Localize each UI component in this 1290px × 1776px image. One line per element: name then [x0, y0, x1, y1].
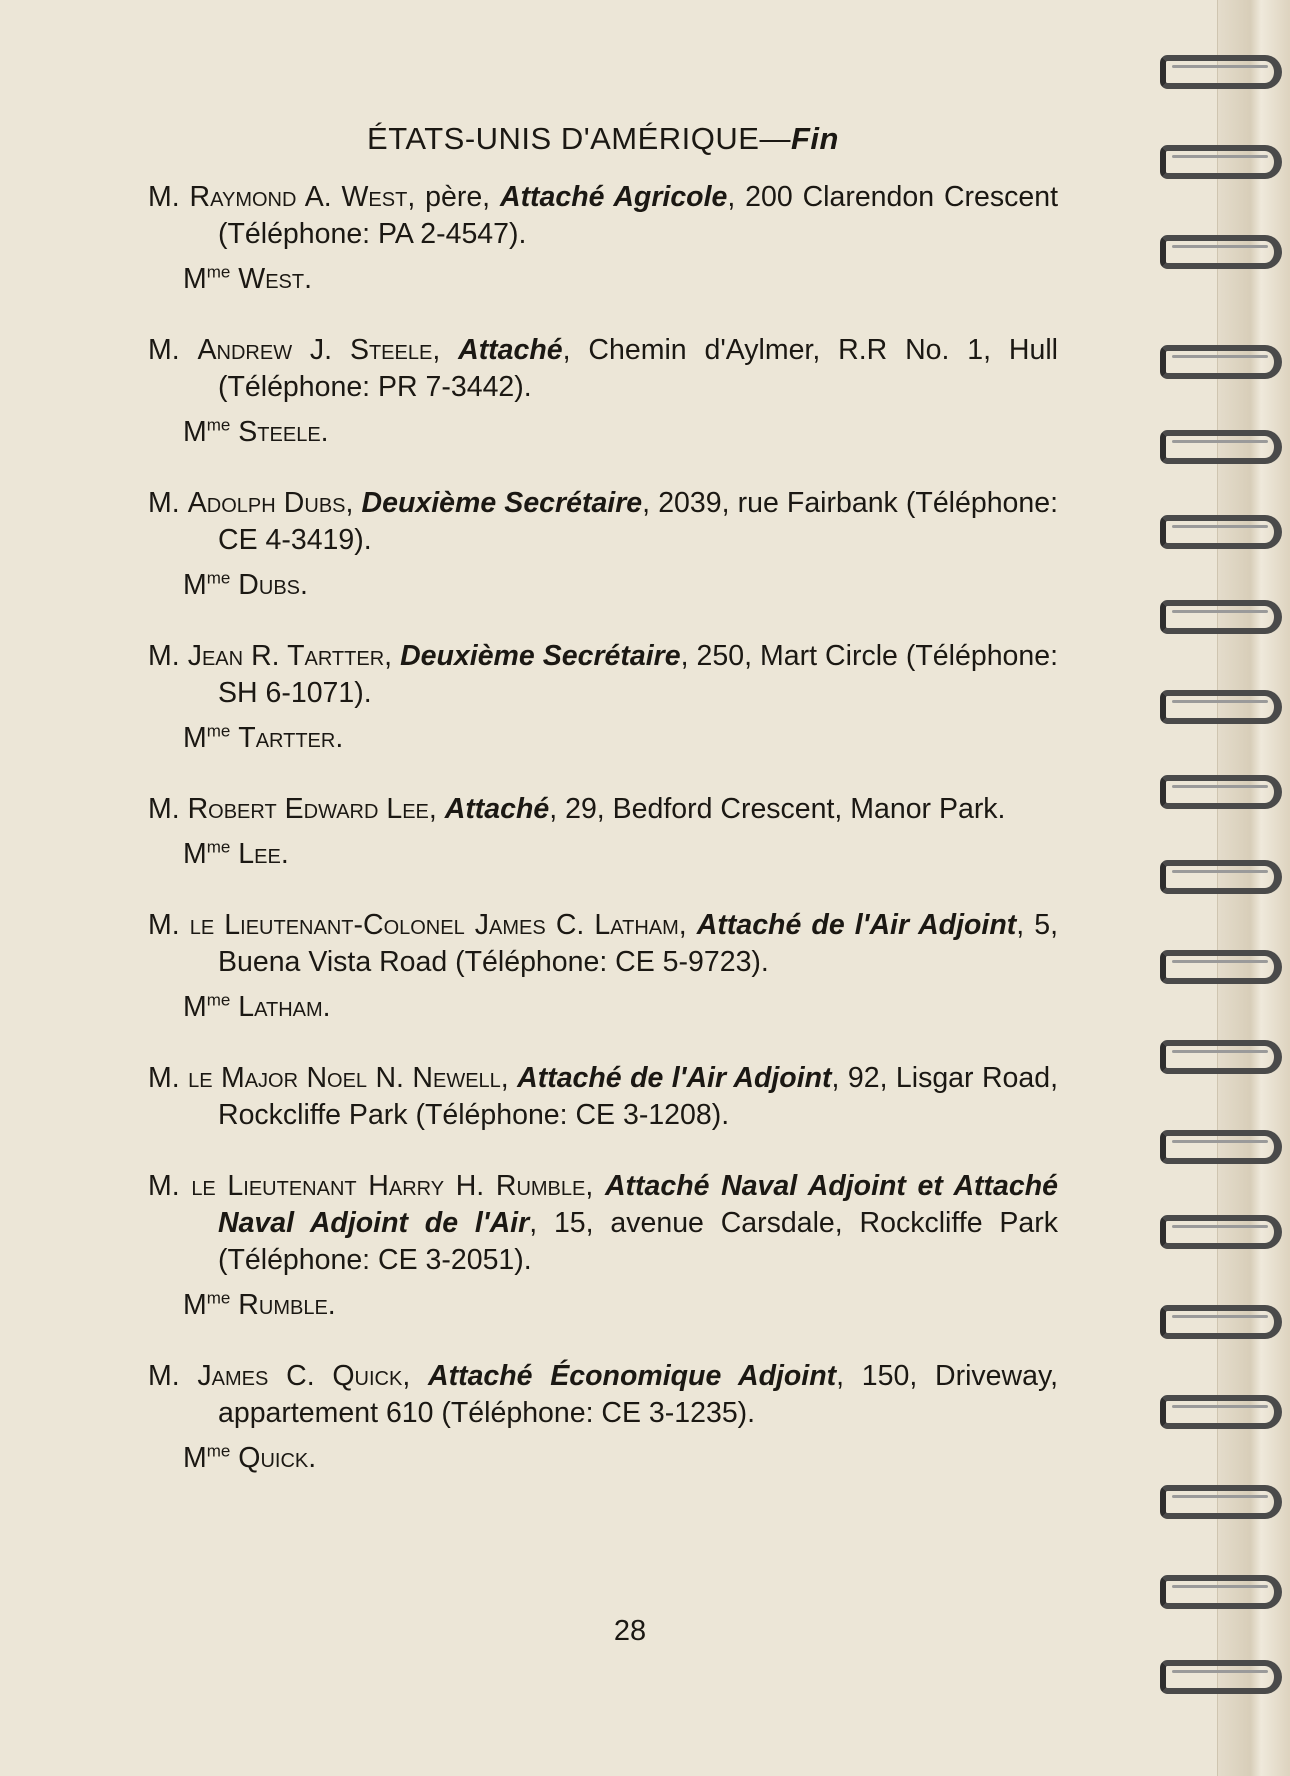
person-address: , 15, avenue Carsdale, Rockcliffe Park (Téléphone: CE 3-2051).: [218, 1207, 1058, 1276]
entry-connector: ,: [428, 793, 445, 825]
spouse-line: [148, 261, 1058, 298]
binding-ring: [1160, 1575, 1282, 1609]
binding-ring: [1160, 55, 1282, 89]
spouse-title: M: [183, 416, 207, 448]
spouse-line: [148, 989, 1058, 1026]
spouse-name: Latham.: [238, 991, 331, 1023]
binding-ring: [1160, 860, 1282, 894]
entry-connector: ,: [500, 1062, 518, 1094]
spouse-name: Quick.: [238, 1442, 317, 1474]
entry-main-text: [148, 485, 1058, 559]
entry-connector: ,: [585, 1170, 605, 1202]
entry-main-text: [148, 638, 1058, 712]
spouse-line: [148, 720, 1058, 757]
entry-prefix: M.: [148, 487, 188, 519]
person-address: , Chemin d'Aylmer, R.R No. 1, Hull (Téléphone: PR 7-3442).: [218, 334, 1058, 403]
spouse-title-superscript: me: [206, 1441, 231, 1461]
person-address: , 250, Mart Circle (Téléphone: SH 6-1071).: [218, 640, 1059, 709]
person-role: Deuxième Secrétaire: [400, 640, 681, 672]
list-item: [148, 907, 1058, 1026]
person-name: Raymond A. West: [189, 181, 408, 213]
person-role: Attaché de l'Air Adjoint: [696, 909, 1017, 941]
entry-prefix: M.: [148, 793, 188, 825]
entry-prefix: M.: [148, 1360, 198, 1392]
list-item: [148, 485, 1058, 604]
spiral-binding: [1217, 0, 1290, 1776]
person-name: Andrew J. Steele: [197, 334, 433, 366]
binding-ring: [1160, 775, 1282, 809]
spouse-title: M: [183, 263, 207, 295]
entry-prefix: M.: [148, 334, 198, 366]
list-item: [148, 179, 1058, 298]
spouse-title: M: [183, 991, 207, 1023]
person-address: , 5, Buena Vista Road (Téléphone: CE 5-9723).: [218, 909, 1058, 978]
binding-ring: [1160, 1305, 1282, 1339]
spouse-title: M: [183, 1442, 207, 1474]
person-role: Deuxième Secrétaire: [361, 487, 643, 519]
binding-ring: [1160, 1660, 1282, 1694]
spouse-line: [148, 567, 1058, 604]
binding-ring: [1160, 1040, 1282, 1074]
entry-prefix: M.: [148, 640, 188, 672]
person-address: , 92, Lisgar Road, Rockcliffe Park (Téléphone: CE 3-1208).: [218, 1062, 1058, 1131]
spouse-title-superscript: me: [206, 568, 231, 588]
binding-ring: [1160, 1485, 1282, 1519]
person-address: , 29, Bedford Crescent, Manor Park.: [549, 793, 1006, 825]
binding-ring: [1160, 1215, 1282, 1249]
entry-main-text: [148, 179, 1058, 253]
title-main: ÉTATS-UNIS D'AMÉRIQUE—: [367, 121, 791, 156]
person-role: Attaché: [458, 334, 563, 366]
spouse-name: Lee.: [238, 838, 289, 870]
binding-ring: [1160, 345, 1282, 379]
binding-ring: [1160, 145, 1282, 179]
entry-main-text: [148, 791, 1058, 828]
entry-main-text: [148, 1358, 1058, 1432]
person-name: Adolph Dubs: [187, 487, 346, 519]
entry-connector: ,: [402, 1360, 428, 1392]
list-item: [148, 1358, 1058, 1477]
spouse-name: West.: [238, 263, 313, 295]
entry-prefix: M.: [148, 909, 190, 941]
entry-list: [148, 179, 1058, 1477]
person-address: , 2039, rue Fairbank (Téléphone: CE 4-3419).: [218, 487, 1059, 556]
list-item: [148, 332, 1058, 451]
spouse-name: Rumble.: [238, 1289, 336, 1321]
spouse-title-superscript: me: [206, 837, 231, 857]
person-name: le Major Noel N. Newell: [188, 1062, 501, 1094]
list-item: [148, 1168, 1058, 1324]
person-address: , 200 Clarendon Crescent (Téléphone: PA 2-4547).: [218, 181, 1059, 250]
person-role: Attaché de l'Air Adjoint: [517, 1062, 832, 1094]
spouse-title-superscript: me: [206, 1288, 231, 1308]
person-name: le Lieutenant Harry H. Rumble: [191, 1170, 586, 1202]
person-role: Attaché Économique Adjoint: [428, 1360, 837, 1392]
title-suffix: Fin: [790, 121, 839, 156]
spouse-title: M: [183, 569, 207, 601]
spouse-title-superscript: me: [206, 415, 231, 435]
binding-ring: [1160, 950, 1282, 984]
spouse-title: M: [183, 1289, 207, 1321]
person-name: Robert Edward Lee: [187, 793, 429, 825]
page-title: [148, 120, 1058, 157]
binding-ring: [1160, 515, 1282, 549]
entry-main-text: [148, 907, 1058, 981]
person-role: Attaché Agricole: [499, 181, 728, 213]
entry-prefix: M.: [148, 181, 190, 213]
list-item: [148, 638, 1058, 757]
spouse-title-superscript: me: [206, 990, 231, 1010]
list-item: [148, 791, 1058, 873]
entry-prefix: M.: [148, 1062, 189, 1094]
entry-main-text: [148, 1060, 1058, 1134]
spouse-name: Steele.: [238, 416, 329, 448]
person-name: Jean R. Tartter: [187, 640, 385, 672]
person-address: , 150, Driveway, appartement 610 (Téléphone: CE 3-1235).: [218, 1360, 1059, 1429]
spouse-line: [148, 1440, 1058, 1477]
page-number: 28: [613, 1615, 647, 1647]
entry-main-text: [148, 1168, 1058, 1279]
binding-ring: [1160, 1130, 1282, 1164]
spouse-title: M: [183, 838, 207, 870]
binding-ring: [1160, 1395, 1282, 1429]
person-name: le Lieutenant-Colonel James C. Latham: [189, 909, 679, 941]
entry-prefix: M.: [148, 1170, 192, 1202]
spouse-line: [148, 414, 1058, 451]
person-role: Attaché: [444, 793, 550, 825]
binding-ring: [1160, 235, 1282, 269]
spouse-title: M: [183, 722, 207, 754]
entry-connector: ,: [345, 487, 362, 519]
list-item: [148, 1060, 1058, 1134]
binding-ring: [1160, 690, 1282, 724]
spouse-title-superscript: me: [206, 721, 231, 741]
spouse-title-superscript: me: [206, 262, 231, 282]
binding-ring: [1160, 430, 1282, 464]
entry-connector: , père,: [407, 181, 500, 213]
spouse-line: [148, 1287, 1058, 1324]
entry-connector: ,: [384, 640, 401, 672]
person-role: Attaché Naval Adjoint et Attaché Naval Adjoint de l'Air: [218, 1170, 1059, 1239]
spouse-name: Tartter.: [238, 722, 344, 754]
entry-main-text: [148, 332, 1058, 406]
binding-ring: [1160, 600, 1282, 634]
spouse-name: Dubs.: [238, 569, 308, 601]
entry-connector: ,: [678, 909, 697, 941]
spouse-line: [148, 836, 1058, 873]
page-content: [148, 120, 1058, 1511]
entry-connector: ,: [432, 334, 459, 366]
person-name: James C. Quick: [197, 1360, 403, 1392]
